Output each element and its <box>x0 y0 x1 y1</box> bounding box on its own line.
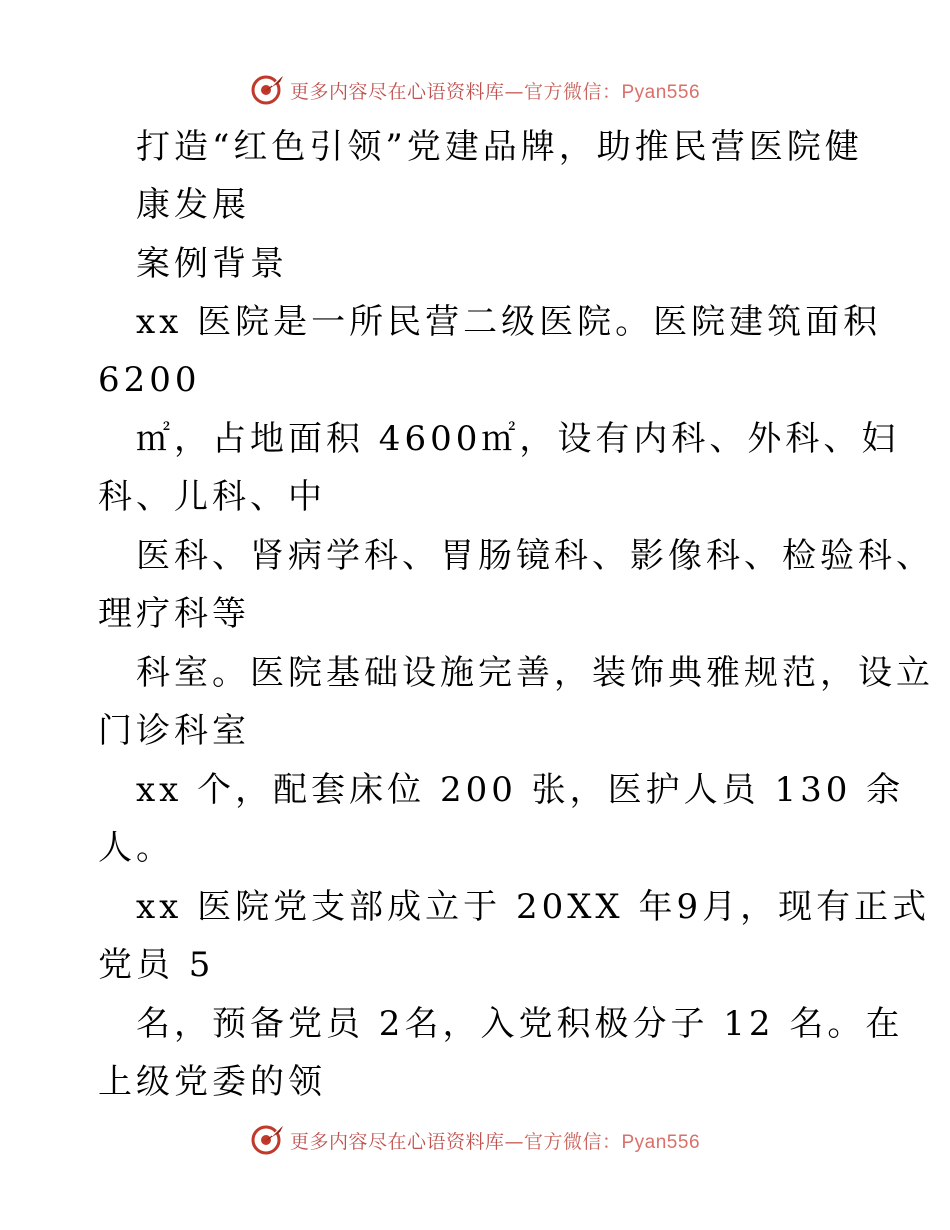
paragraph-line: 上级党委的领 <box>98 1062 326 1102</box>
paragraph-line: ㎡，占地面积 4600㎡，设有内科、外科、妇 <box>136 419 900 459</box>
paragraph-line: 6200 <box>98 360 201 400</box>
separator: — <box>504 1130 524 1153</box>
paragraph-line: 名，预备党员 2名，入党积极分子 12 名。在 <box>136 1004 904 1044</box>
wechat-id: Pyan556 <box>621 1131 701 1153</box>
paragraph-line: 科、儿科、中 <box>98 477 326 517</box>
paragraph-line: 科室。医院基础设施完善，装饰典雅规范，设立 <box>136 653 934 693</box>
header-watermark <box>0 70 950 110</box>
site-name: 更多内容尽在心语资料库 <box>289 1130 505 1153</box>
wechat-label: 官方微信： <box>523 1130 622 1153</box>
site-name: 更多内容尽在心语资料库 <box>289 80 505 103</box>
paragraph-line: 门诊科室 <box>98 711 250 751</box>
logo-icon <box>250 1122 286 1158</box>
paragraph-line: 人。 <box>98 828 174 868</box>
wechat-label: 官方微信： <box>523 80 622 103</box>
paragraph-line: xx 个，配套床位 200 张，医护人员 130 余 <box>136 770 905 810</box>
paragraph-line: 理疗科等 <box>98 594 250 634</box>
footer-watermark-text <box>290 1127 700 1154</box>
paragraph-line: xx 医院党支部成立于 20XX 年9月，现有正式 <box>136 887 931 927</box>
header-watermark-text <box>290 77 700 104</box>
wechat-id: Pyan556 <box>621 81 701 103</box>
section-heading: 案例背景 <box>136 244 288 284</box>
footer-watermark <box>0 1120 950 1160</box>
title-line-2: 康发展 <box>136 185 250 225</box>
paragraph-line: xx 医院是一所民营二级医院。医院建筑面积 <box>136 302 882 342</box>
paragraph-line: 医科、肾病学科、胃肠镜科、影像科、检验科、 <box>136 536 934 576</box>
paragraph-line: 党员 5 <box>98 945 215 985</box>
logo-icon <box>250 72 286 108</box>
title-line-1: 打造“红色引领”党建品牌，助推民营医院健 <box>136 127 863 167</box>
separator: — <box>504 80 524 103</box>
